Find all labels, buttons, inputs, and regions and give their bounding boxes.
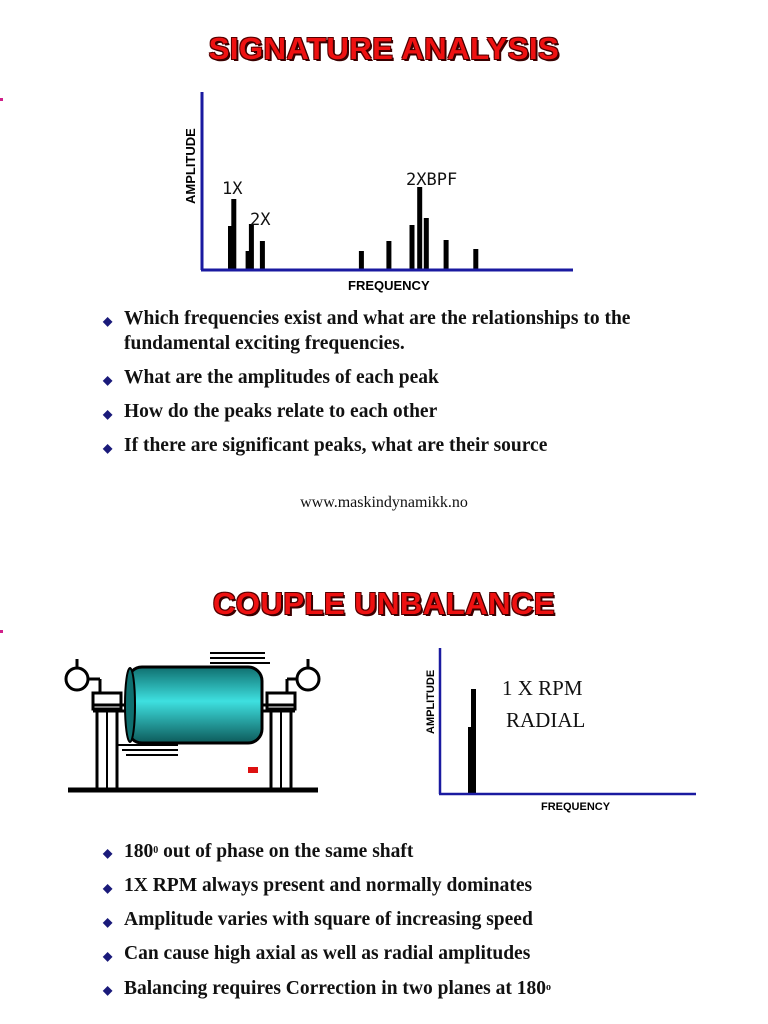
rpm-spectrum-chart: [405, 648, 705, 818]
diamond-bullet-icon: ◆: [103, 983, 113, 997]
chart-bar: [471, 689, 476, 793]
slide2-bullet-list: [100, 838, 720, 1010]
y-axis-label: AMPLITUDE: [425, 669, 437, 734]
list-item: ◆ Can cause high axial as well as radial amplitudes: [100, 941, 720, 966]
diamond-bullet-icon: ◆: [103, 407, 113, 421]
margin-mark: [0, 630, 3, 633]
diamond-bullet-icon: ◆: [103, 314, 113, 328]
list-item: ◆ $180^0$ out of phase on the same shaft: [100, 838, 720, 864]
diamond-bullet-icon: ◆: [103, 441, 113, 455]
diamond-bullet-icon: ◆: [103, 915, 113, 929]
chart-bar: [386, 241, 391, 269]
list-item: ◆ 1X RPM always present and normally dominates: [100, 873, 720, 898]
diamond-bullet-icon: ◆: [103, 949, 113, 963]
annotation-2x: 2X: [250, 210, 271, 230]
chart-bar: [444, 240, 449, 269]
bars-group: [468, 689, 476, 793]
list-item: ◆ Balancing requires Correction in two planes at 180$^o$: [100, 975, 720, 1001]
chart-bar: [417, 187, 422, 269]
list-item: ◆ How do the peaks relate to each other: [100, 399, 720, 424]
chart-bar: [410, 225, 415, 269]
list-item: ◆ Amplitude varies with square of increasing speed: [100, 907, 720, 932]
chart-label-radial: RADIAL: [506, 708, 586, 732]
slide1-bullet-list: [100, 306, 720, 467]
annotation-2xbpf: 2XBPF: [406, 170, 458, 190]
slide1-title: SIGNATURE ANALYSIS: [208, 31, 560, 66]
chart-bar: [359, 251, 364, 269]
diamond-bullet-icon: ◆: [103, 846, 113, 860]
x-axis-label: FREQUENCY: [541, 801, 611, 813]
chart-bar: [424, 218, 429, 269]
diamond-bullet-icon: ◆: [103, 373, 113, 387]
spectrum-chart: [170, 92, 590, 297]
margin-mark: [0, 98, 3, 101]
website-url: www.maskindynamikk.no: [300, 494, 468, 511]
chart-bar: [473, 249, 478, 269]
chart-bar: [231, 199, 236, 269]
chart-bar: [249, 224, 254, 269]
list-item: ◆ What are the amplitudes of each peak: [100, 365, 720, 390]
chart-bar: [260, 241, 265, 269]
x-axis-label: FREQUENCY: [348, 278, 430, 293]
chart-label-rpm: 1 X RPM: [502, 676, 583, 700]
machine-rotor-illustration: [60, 645, 325, 800]
slide2-title: COUPLE UNBALANCE: [212, 586, 556, 621]
list-item: ◆ If there are significant peaks, what are their source: [100, 433, 720, 458]
annotation-1x: 1X: [222, 179, 243, 199]
y-axis-label: AMPLITUDE: [183, 128, 198, 204]
list-item: ◆ Which frequencies exist and what are the relationships to the fundamental exciting frequencies.: [103, 308, 631, 354]
diamond-bullet-icon: ◆: [103, 881, 113, 895]
